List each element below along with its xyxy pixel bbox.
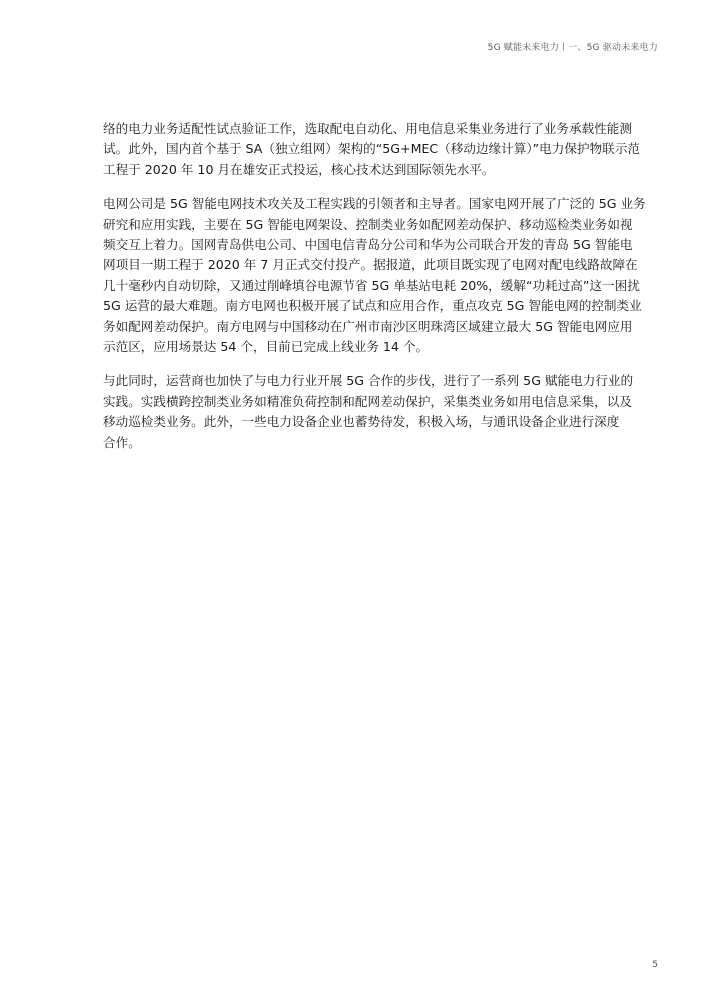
page-number: 5 (652, 960, 658, 970)
text-line: 合作。 (103, 434, 141, 450)
text-line: 5G 运营的最大难题。南方电网也积极开展了试点和应用合作，重点攻克 5G 智能电网的控制类业 (103, 298, 642, 314)
text-line: 务如配网差动保护。南方电网与中国移动在广州市南沙区明珠湾区域建立最大 5G 智能电网应用 (103, 318, 633, 334)
paragraph-2 (103, 194, 646, 357)
text-line: 络的电力业务适配性试点验证工作，选取配电自动化、用电信息采集业务进行了业务承载性能测 (103, 121, 632, 136)
body-text (103, 119, 646, 467)
text-line: 移动巡检类业务。此外，一些电力设备企业也蓄势待发，积极入场，与通讯设备企业进行深度 (103, 414, 620, 430)
text-line: 研究和应用实践，主要在 5G 智能电网架设、控制类业务如配网差动保护、移动巡检类业务如视 (103, 216, 633, 232)
text-line: 试。此外，国内首个基于 SA（独立组网）架构的“5G+MEC（移动边缘计算）”电力保护物联示范 (103, 141, 640, 157)
text-line: 实践。实践横跨控制类业务如精准负荷控制和配网差动保护，采集类业务如用电信息采集，以及 (103, 393, 632, 409)
text-line: 频交互上着力。国网青岛供电公司、中国电信青岛分公司和华为公司联合开发的青岛 5G 智能电 (103, 237, 633, 253)
paragraph-3 (103, 371, 634, 453)
text-line: 几十毫秒内自动切除，又通过削峰填谷电源节省 5G 单基站电耗 20%，缓解“功耗过高”这一困扰 (103, 277, 640, 293)
text-line: 电网公司是 5G 智能电网技术攻关及工程实践的引领者和主导者。国家电网开展了广泛的 5G 业务 (103, 196, 646, 212)
text-line: 示范区，应用场景达 54 个，目前已完成上线业务 14 个。 (103, 339, 429, 355)
running-header: 5G 赋能未来电力丨一、5G 驱动未来电力 (487, 43, 658, 53)
text-line: 网项目一期工程于 2020 年 7 月正式交付投产。据报道，此项目既实现了电网对配电线路故障在 (103, 257, 638, 273)
paragraph-1 (103, 119, 640, 180)
text-line: 与此同时，运营商也加快了与电力行业开展 5G 合作的步伐，进行了一系列 5G 赋能电力行业的 (103, 373, 634, 389)
text-line: 工程于 2020 年 10 月在雄安正式投运，核心技术达到国际领先水平。 (103, 161, 495, 177)
